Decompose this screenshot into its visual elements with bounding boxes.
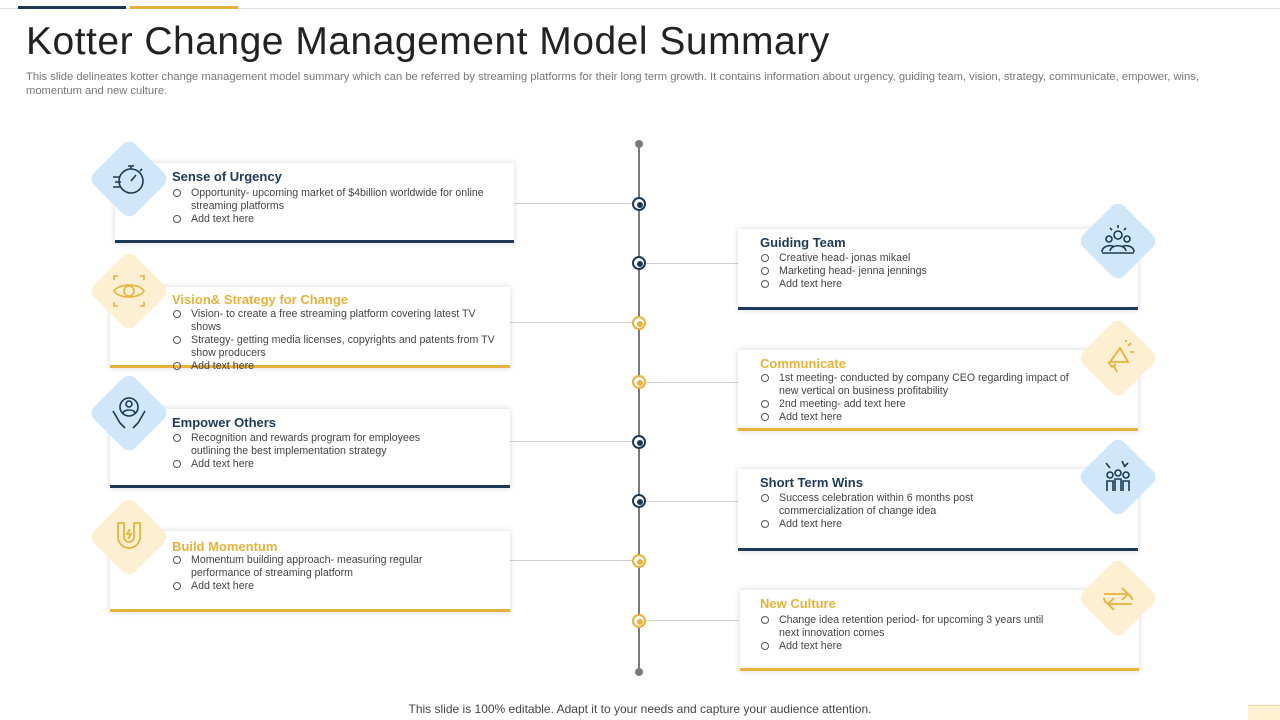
bullet-item: Add text here bbox=[171, 458, 451, 471]
connector-guiding-team bbox=[646, 263, 738, 264]
connector-wins bbox=[646, 501, 738, 502]
bullet-item: Add text here bbox=[759, 640, 1059, 653]
bullet-item: Recognition and rewards program for employees outlining the best implementation strategy bbox=[171, 432, 451, 458]
bullet-item: Add text here bbox=[171, 360, 507, 373]
step-card-build-momentum bbox=[110, 531, 510, 612]
step-card-new-culture bbox=[740, 590, 1139, 671]
bullet-item: Change idea retention period- for upcoming 3 years until next innovation comes bbox=[759, 614, 1059, 640]
page-subtitle: This slide delineates kotter change management model summary which can be referred by streaming platforms for their long term growth. It contains information about urgency, guiding team, vision, strategy, communicate, empower, wins, momentum and new culture. bbox=[26, 71, 1199, 97]
step-card-sense-of-urgency bbox=[115, 163, 514, 243]
page-title: Kotter Change Management Model Summary bbox=[26, 20, 830, 63]
top-accent-gold bbox=[130, 6, 238, 9]
connector-vision bbox=[510, 322, 632, 323]
top-accent-navy bbox=[18, 6, 126, 9]
bullet-item: Add text here bbox=[759, 411, 1077, 424]
timeline-node-guiding-team bbox=[632, 256, 646, 270]
bullet-item: Add text here bbox=[759, 278, 1059, 291]
step-title: Build Momentum bbox=[172, 539, 278, 554]
bullet-item: Add text here bbox=[171, 213, 501, 226]
timeline-node-wins bbox=[632, 494, 646, 508]
bullet-item: Add text here bbox=[171, 580, 451, 593]
timeline-start-dot bbox=[635, 140, 643, 148]
step-title: Empower Others bbox=[172, 415, 277, 430]
step-bullets bbox=[759, 614, 1059, 653]
connector-communicate bbox=[646, 382, 738, 383]
team-icon bbox=[1098, 221, 1138, 261]
step-card-vision-strategy bbox=[110, 287, 510, 372]
bullet-item: 2nd meeting- add text here bbox=[759, 398, 1077, 411]
timeline-node-urgency bbox=[632, 197, 646, 211]
exchange-arrows-icon bbox=[1098, 578, 1138, 618]
bullet-item: Creative head- jonas mikael bbox=[759, 252, 1059, 265]
step-card-guiding-team bbox=[738, 229, 1138, 310]
connector-momentum bbox=[510, 560, 632, 561]
bullet-item: Success celebration within 6 months post commercialization of change idea bbox=[759, 492, 999, 518]
bullet-item: Strategy- getting media licenses, copyrights and patents from TV show producers bbox=[171, 334, 507, 360]
step-title: New Culture bbox=[760, 596, 836, 611]
step-bullets bbox=[171, 432, 451, 471]
connector-empower bbox=[510, 441, 632, 442]
page-footer: This slide is 100% editable. Adapt it to your needs and capture your audience attention. bbox=[408, 702, 872, 716]
timeline-end-dot bbox=[635, 668, 643, 676]
timeline-axis bbox=[638, 144, 640, 672]
connector-culture bbox=[646, 620, 738, 621]
step-title: Guiding Team bbox=[760, 235, 846, 250]
step-title: Vision& Strategy for Change bbox=[172, 292, 349, 307]
step-bullets bbox=[171, 187, 501, 226]
connector-urgency bbox=[514, 203, 632, 204]
step-card-communicate bbox=[738, 350, 1138, 431]
timeline-node-vision bbox=[632, 316, 646, 330]
bullet-item: Momentum building approach- measuring regular performance of streaming platform bbox=[171, 554, 451, 580]
step-bullets bbox=[759, 372, 1077, 424]
step-title: Short Term Wins bbox=[760, 475, 863, 490]
empower-hands-icon bbox=[109, 393, 149, 433]
step-title: Communicate bbox=[760, 356, 846, 371]
bullet-item: Marketing head- jenna jennings bbox=[759, 265, 1059, 278]
step-bullets bbox=[759, 252, 1059, 291]
step-bullets bbox=[171, 308, 507, 373]
celebration-icon bbox=[1098, 457, 1138, 497]
step-card-empower-others bbox=[110, 409, 510, 488]
step-title: Sense of Urgency bbox=[172, 169, 282, 184]
bullet-item: Add text here bbox=[759, 518, 999, 531]
bullet-item: Opportunity- upcoming market of $4billion worldwide for online streaming platforms bbox=[171, 187, 501, 213]
corner-accent bbox=[1248, 705, 1280, 720]
step-card-short-term-wins bbox=[738, 469, 1138, 551]
timeline-node-empower bbox=[632, 435, 646, 449]
step-bullets bbox=[759, 492, 999, 531]
timeline-node-communicate bbox=[632, 375, 646, 389]
timeline-node-momentum bbox=[632, 554, 646, 568]
megaphone-icon bbox=[1098, 338, 1138, 378]
stopwatch-icon bbox=[109, 159, 149, 199]
bullet-item: Vision- to create a free streaming platform covering latest TV shows bbox=[171, 308, 507, 334]
step-bullets bbox=[171, 554, 451, 593]
timeline-node-culture bbox=[632, 614, 646, 628]
eye-icon bbox=[109, 271, 149, 311]
magnet-icon bbox=[109, 517, 149, 557]
bullet-item: 1st meeting- conducted by company CEO regarding impact of new vertical on business profitability bbox=[759, 372, 1077, 398]
